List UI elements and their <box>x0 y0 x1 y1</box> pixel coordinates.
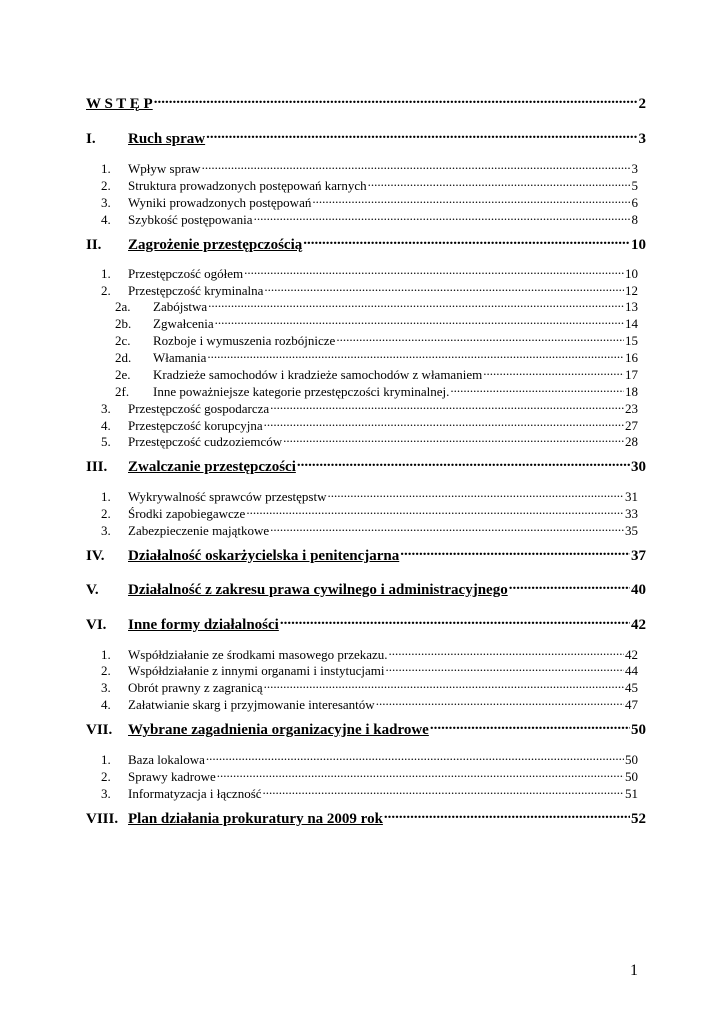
subitem-title: Zgwałcenia <box>153 316 214 331</box>
dot-leader <box>430 719 630 734</box>
item-page: 33 <box>625 506 638 521</box>
chapter-page: 52 <box>631 811 646 827</box>
item-page: 5 <box>631 178 638 193</box>
chapter-title: Wybrane zagadnienia organizacyjne i kadrowe <box>128 722 429 738</box>
dot-leader <box>376 696 624 709</box>
dot-leader <box>297 456 630 471</box>
item-title: Szybkość postępowania <box>128 212 253 227</box>
chapter-title: Plan działania prokuratury na 2009 rok <box>128 811 383 827</box>
item-page: 6 <box>631 195 638 210</box>
chapter-title: Ruch spraw <box>128 131 206 147</box>
toc-item[interactable] <box>101 785 638 802</box>
toc-chapter-4[interactable] <box>86 545 646 565</box>
subitem-number: 2f. <box>115 384 130 399</box>
chapter-number: II. <box>86 237 102 253</box>
item-title: Wykrywalność sprawców przestępstw <box>128 489 327 504</box>
toc-subitem[interactable] <box>115 383 638 400</box>
chapter-page: 3 <box>638 131 646 147</box>
dot-leader <box>509 579 630 594</box>
dot-leader <box>312 194 630 207</box>
item-page: 42 <box>625 647 638 662</box>
chapter-number: VII. <box>86 722 113 738</box>
toc-item[interactable] <box>101 696 638 713</box>
subitem-title: Kradzieże samochodów i kradzieże samochodów z włamaniem <box>153 367 483 382</box>
item-title: Współdziałanie ze środkami masowego przekazu. <box>128 647 388 662</box>
chapter-title: Działalność z zakresu prawa cywilnego i administracyjnego <box>128 582 508 598</box>
item-page: 35 <box>625 523 638 538</box>
chapter-title: Zwalczanie przestępczości <box>128 459 296 475</box>
item-number: 2. <box>101 769 111 784</box>
subitem-number: 2a. <box>115 299 131 314</box>
toc-subitem[interactable] <box>115 332 638 349</box>
item-title: Przestępczość ogółem <box>128 266 244 281</box>
dot-leader <box>263 785 624 798</box>
subitem-title: Inne poważniejsze kategorie przestępczości kryminalnej. <box>153 384 450 399</box>
subitem-title: Zabójstwa <box>153 299 208 314</box>
dot-leader <box>389 646 624 659</box>
toc-chapter-2[interactable] <box>86 234 646 254</box>
subitem-page: 14 <box>625 316 638 331</box>
item-title: Przestępczość cudzoziemców <box>128 434 283 449</box>
item-page: 51 <box>625 786 638 801</box>
subitem-page: 17 <box>625 367 638 382</box>
subitem-number: 2b. <box>115 316 132 331</box>
dot-leader <box>207 349 624 362</box>
item-title: Współdziałanie z innymi organami i instytucjami <box>128 663 385 678</box>
item-number: 2. <box>101 663 111 678</box>
toc-item[interactable] <box>101 194 638 211</box>
item-page: 50 <box>625 769 638 784</box>
toc-intro-title: W S T Ę P <box>86 96 153 112</box>
dot-leader <box>254 211 631 224</box>
dot-leader <box>280 614 630 629</box>
item-title: Informatyzacja i łączność <box>128 786 262 801</box>
toc-item[interactable] <box>101 751 638 768</box>
dot-leader <box>385 662 624 675</box>
item-number: 2. <box>101 506 111 521</box>
item-number: 3. <box>101 680 111 695</box>
subitem-page: 13 <box>625 299 638 314</box>
toc-subitem[interactable] <box>115 349 638 366</box>
item-page: 10 <box>625 266 638 281</box>
item-title: Sprawy kadrowe <box>128 769 216 784</box>
item-page: 28 <box>625 434 638 449</box>
item-number: 3. <box>101 401 111 416</box>
toc-chapter-1[interactable] <box>86 128 646 148</box>
item-number: 2. <box>101 283 111 298</box>
toc-chapter-7[interactable] <box>86 719 646 739</box>
toc-item[interactable] <box>101 646 638 663</box>
toc-intro-page: 2 <box>638 96 646 112</box>
item-number: 1. <box>101 161 111 176</box>
item-title: Środki zapobiegawcze <box>128 506 246 521</box>
dot-leader <box>246 505 624 518</box>
toc-item[interactable] <box>101 662 638 679</box>
dot-leader <box>208 298 624 311</box>
subitem-number: 2d. <box>115 350 132 365</box>
item-page: 27 <box>625 418 638 433</box>
chapter-number: V. <box>86 582 99 598</box>
dot-leader <box>450 383 624 396</box>
item-page: 45 <box>625 680 638 695</box>
chapter-title: Działalność oskarżycielska i penitencjarna <box>128 548 400 564</box>
dot-leader <box>264 282 624 295</box>
dot-leader <box>270 522 624 535</box>
dot-leader <box>264 679 624 692</box>
item-page: 12 <box>625 283 638 298</box>
toc-item[interactable] <box>101 265 638 282</box>
dot-leader <box>303 234 630 249</box>
page-number: 1 <box>630 962 638 979</box>
item-number: 5. <box>101 434 111 449</box>
toc-chapter-5[interactable] <box>86 579 646 599</box>
toc-chapter-6[interactable] <box>86 614 646 634</box>
dot-leader <box>336 332 624 345</box>
item-number: 3. <box>101 195 111 210</box>
dot-leader <box>202 160 631 173</box>
item-page: 8 <box>631 212 638 227</box>
dot-leader <box>400 545 630 560</box>
toc-item[interactable] <box>101 679 638 696</box>
toc-chapter-3[interactable] <box>86 456 646 476</box>
dot-leader <box>215 315 624 328</box>
dot-leader <box>206 128 637 143</box>
item-title: Przestępczość gospodarcza <box>128 401 270 416</box>
toc-item[interactable] <box>101 417 638 434</box>
chapter-page: 50 <box>631 722 646 738</box>
item-title: Wpływ spraw <box>128 161 201 176</box>
chapter-number: IV. <box>86 548 105 564</box>
chapter-page: 10 <box>631 237 646 253</box>
item-number: 4. <box>101 697 111 712</box>
toc-chapter-8[interactable] <box>86 808 646 828</box>
toc-item[interactable] <box>101 160 638 177</box>
item-page: 31 <box>625 489 638 504</box>
item-number: 1. <box>101 266 111 281</box>
item-number: 1. <box>101 752 111 767</box>
toc-subitem[interactable] <box>115 298 638 315</box>
item-number: 3. <box>101 523 111 538</box>
item-page: 47 <box>625 697 638 712</box>
item-number: 1. <box>101 647 111 662</box>
dot-leader <box>283 433 624 446</box>
chapter-page: 42 <box>631 617 646 633</box>
dot-leader <box>368 177 631 190</box>
dot-leader <box>244 265 624 278</box>
dot-leader <box>483 366 624 379</box>
chapter-number: III. <box>86 459 108 475</box>
dot-leader <box>154 93 638 108</box>
toc-item[interactable] <box>101 211 638 228</box>
item-title: Przestępczość kryminalna <box>128 283 264 298</box>
dot-leader <box>206 751 624 764</box>
subitem-number: 2e. <box>115 367 131 382</box>
item-title: Struktura prowadzonych postępowań karnych <box>128 178 367 193</box>
dot-leader <box>384 808 630 823</box>
item-title: Baza lokalowa <box>128 752 205 767</box>
item-page: 44 <box>625 663 638 678</box>
item-page: 23 <box>625 401 638 416</box>
item-page: 3 <box>631 161 638 176</box>
toc-intro[interactable] <box>86 93 646 113</box>
chapter-number: VI. <box>86 617 107 633</box>
item-title: Obrót prawny z zagranicą <box>128 680 263 695</box>
dot-leader <box>270 400 624 413</box>
chapter-page: 37 <box>631 548 646 564</box>
toc-item[interactable] <box>101 177 638 194</box>
toc-item[interactable] <box>101 505 638 522</box>
item-title: Zabezpieczenie majątkowe <box>128 523 270 538</box>
item-title: Załatwianie skarg i przyjmowanie interesantów <box>128 697 375 712</box>
item-number: 1. <box>101 489 111 504</box>
dot-leader <box>264 417 624 430</box>
subitem-number: 2c. <box>115 333 131 348</box>
item-page: 50 <box>625 752 638 767</box>
toc-subitem[interactable] <box>115 366 638 383</box>
chapter-title: Zagrożenie przestępczością <box>128 237 303 253</box>
item-number: 4. <box>101 418 111 433</box>
chapter-title: Inne formy działalności <box>128 617 279 633</box>
toc-item[interactable] <box>101 433 638 450</box>
item-number: 2. <box>101 178 111 193</box>
chapter-number: VIII. <box>86 811 119 827</box>
toc-item[interactable] <box>101 400 638 417</box>
toc-item[interactable] <box>101 282 638 299</box>
subitem-page: 18 <box>625 384 638 399</box>
subitem-page: 16 <box>625 350 638 365</box>
dot-leader <box>217 768 624 781</box>
subitem-title: Włamania <box>153 350 207 365</box>
chapter-number: I. <box>86 131 96 147</box>
dot-leader <box>328 488 625 501</box>
toc-item[interactable] <box>101 522 638 539</box>
item-number: 4. <box>101 212 111 227</box>
subitem-title: Rozboje i wymuszenia rozbójnicze <box>153 333 336 348</box>
chapter-page: 30 <box>631 459 646 475</box>
subitem-page: 15 <box>625 333 638 348</box>
toc-item[interactable] <box>101 488 638 505</box>
item-title: Przestępczość korupcyjna <box>128 418 263 433</box>
item-number: 3. <box>101 786 111 801</box>
toc-item[interactable] <box>101 768 638 785</box>
chapter-page: 40 <box>631 582 646 598</box>
item-title: Wyniki prowadzonych postępowań <box>128 195 312 210</box>
toc-subitem[interactable] <box>115 315 638 332</box>
